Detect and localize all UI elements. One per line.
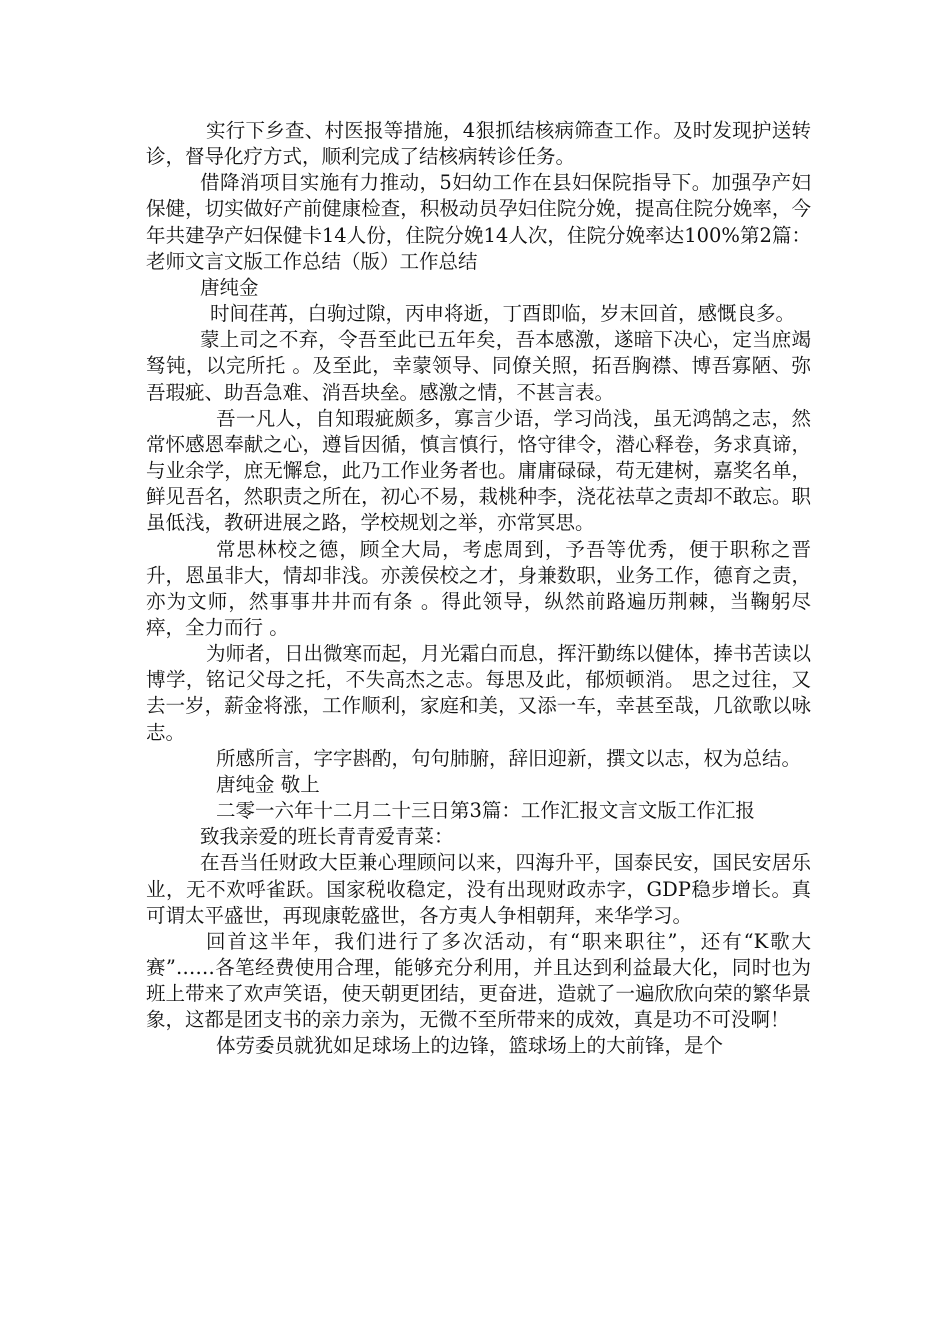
paragraph-finance-minister: 在吾当任财政大臣兼心理顾问以来，四海升平，国泰民安，国民安居乐业，无不欢呼雀跃。国家税收稳定，没有出现财政赤字，GDP稳步增长。真可谓太平盛世，再现康乾盛世，各方夷人争相朝拜，来华学习。	[146, 851, 811, 927]
author-name: 唐纯金	[200, 275, 259, 299]
paragraph-leadership: 常思林校之德，顾全大局，考虑周到，予吾等优秀，便于职称之晋升，恩虽非大，情却非浅。亦羡侯校之才，身兼数职，业务工作，德育之责，亦为文师，然事事井井而有条 。得此领导，纵然前路遍历荆棘，当鞠躬尽瘁，全力而行 。	[146, 537, 811, 639]
signature-line: 唐纯金 敬上	[216, 772, 320, 796]
paragraph-tb-screening: 实行下乡查、村医报等措施，4狠抓结核病筛查工作。及时发现护送转诊，督导化疗方式，顺利完成了结核病转诊任务。	[146, 119, 811, 169]
paragraph-sports-committee: 体劳委员就犹如足球场上的边锋，篮球场上的大前锋，是个	[216, 1034, 724, 1058]
date-and-next-title: 二零一六年十二月二十三日第3篇：工作汇报文言文版工作汇报	[216, 799, 755, 823]
paragraph-conclusion: 所感所言，字字斟酌，句句肺腑，辞旧迎新，撰文以志，权为总结。	[216, 746, 802, 770]
paragraph-maternal-health: 借降消项目实施有力推动，5妇幼工作在县妇保院指导下。加强孕产妇保健，切实做好产前健康检查，积极动员孕妇住院分娩，提高住院分娩率，今年共建孕产妇保健卡14人份，住院分娩14人次，住院分娩率达100%第2篇：老师文言文版工作总结（版）工作总结	[146, 171, 811, 273]
paragraph-activities-review: 回首这半年，我们进行了多次活动，有“职来职往”，还有“K歌大赛”……各笔经费使用合理，能够充分利用，并且达到利益最大化，同时也为班上带来了欢声笑语，使天朝更团结，更奋进，造就了一遍欣欣向荣的繁华景象，这都是团支书的亲力亲为，无微不至所带来的成效，真是功不可没啊！	[146, 929, 811, 1032]
paragraph-time-passes: 时间荏苒，白驹过隙，丙申将逝，丁酉即临，岁末回首，感慨良多。	[210, 302, 796, 326]
paragraph-teacher-life: 为师者，日出微寒而起，月光霜白而息，挥汗勤练以健体，捧书苦读以博学，铭记父母之托，不失高杰之志。每思及此，郁烦顿消。 思之过往，又去一岁，薪金将涨，工作顺利，家庭和美，又添一车，幸甚至哉，几欲歌以咏志。	[146, 642, 811, 744]
document-body	[146, 118, 811, 1060]
paragraph-gratitude: 蒙上司之不弃，令吾至此已五年矣，吾本感激，遂暗下决心，定当庶竭驽钝，以完所托 。及至此，幸蒙领导、同僚关照，拓吾胸襟、博吾寡陋、弥吾瑕疵、助吾急难、消吾块垒。感激之情，不甚言表。	[146, 328, 811, 404]
paragraph-self-reflection: 吾一凡人，自知瑕疵颇多，寡言少语，学习尚浅，虽无鸿鹄之志，然常怀感恩奉献之心，遵旨因循，慎言慎行，恪守律令，潜心释卷，务求真谛，与业余学，庶无懈怠，此乃工作业务者也。庸庸碌碌，苟无建树，嘉奖名单，鲜见吾名，然职责之所在，初心不易，栽桃种李，浇花祛草之责却不敢忘。职虽低浅，教研进展之路，学校规划之举，亦常冥思。	[146, 406, 811, 535]
salutation: 致我亲爱的班长青青爱青菜：	[200, 825, 454, 849]
